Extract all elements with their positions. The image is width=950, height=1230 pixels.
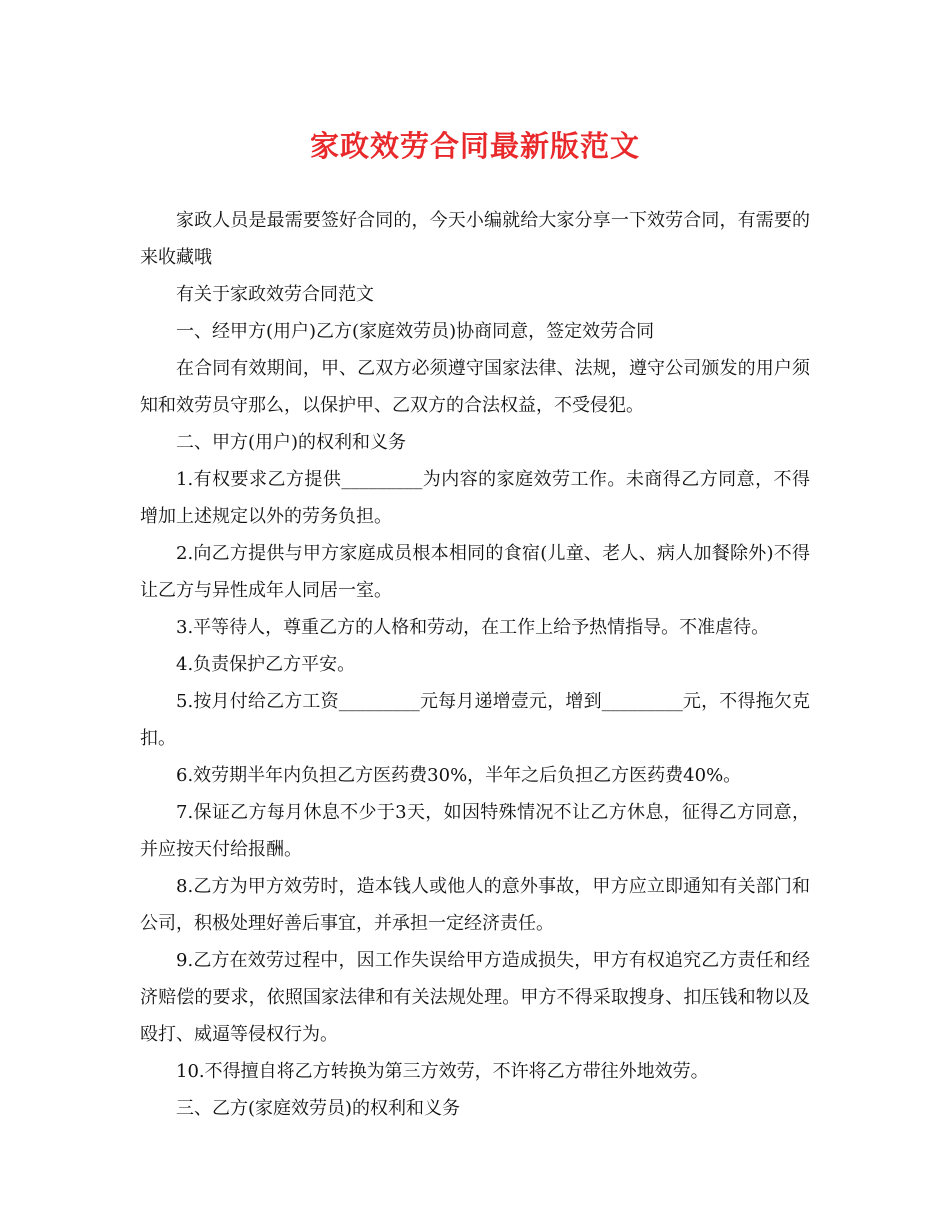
clause-item: 10.不得擅自将乙方转换为第三方效劳，不许将乙方带往外地效劳。 [176,1061,709,1082]
clause-item: 5.按月付给乙方工资_________元每月递增壹元，增到_________元，不得拖欠克扣。 [140,691,810,749]
clause-item: 4.负责保护乙方平安。 [176,654,356,675]
clause-item: 2.向乙方提供与甲方家庭成员根本相同的食宿(儿童、老人、病人加餐除外)不得让乙方与异性成年人同居一室。 [140,543,810,601]
clause-item: 9.乙方在效劳过程中，因工作失误给甲方造成损失，甲方有权追究乙方责任和经济赔偿的要求，依照国家法律和有关法规处理。甲方不得采取搜身、扣压钱和物以及殴打、威逼等侵权行为。 [140,950,810,1045]
clause-item: 8.乙方为甲方效劳时，造本钱人或他人的意外事故，甲方应立即通知有关部门和公司，积极处理好善后事宜，并承担一定经济责任。 [140,876,810,934]
section-heading-2: 二、甲方(用户)的权利和义务 [176,432,407,453]
clause-item: 7.保证乙方每月休息不少于3天，如因特殊情况不让乙方休息，征得乙方同意，并应按天付给报酬。 [140,802,810,860]
section-heading-1: 一、经甲方(用户)乙方(家庭效劳员)协商同意，签定效劳合同 [176,321,655,342]
document-title: 家政效劳合同最新版范文 [309,129,640,163]
section-heading-3: 三、乙方(家庭效劳员)的权利和义务 [176,1098,461,1119]
paragraph-intro: 家政人员是最需要签好合同的，今天小编就给大家分享一下效劳合同，有需要的来收藏哦 [140,210,810,268]
paragraph: 在合同有效期间，甲、乙双方必须遵守国家法律、法规，遵守公司颁发的用户须知和效劳员守那么，以保护甲、乙双方的合法权益，不受侵犯。 [140,358,810,416]
clause-item: 3.平等待人，尊重乙方的人格和劳动，在工作上给予热情指导。不准虐待。 [176,617,770,638]
paragraph-subtitle: 有关于家政效劳合同范文 [176,284,374,305]
clause-item: 6.效劳期半年内负担乙方医药费30%，半年之后负担乙方医药费40%。 [176,765,742,786]
clause-item: 1.有权要求乙方提供_________为内容的家庭效劳工作。未商得乙方同意，不得增加上述规定以外的劳务负担。 [140,469,810,527]
document-body [140,202,810,1127]
